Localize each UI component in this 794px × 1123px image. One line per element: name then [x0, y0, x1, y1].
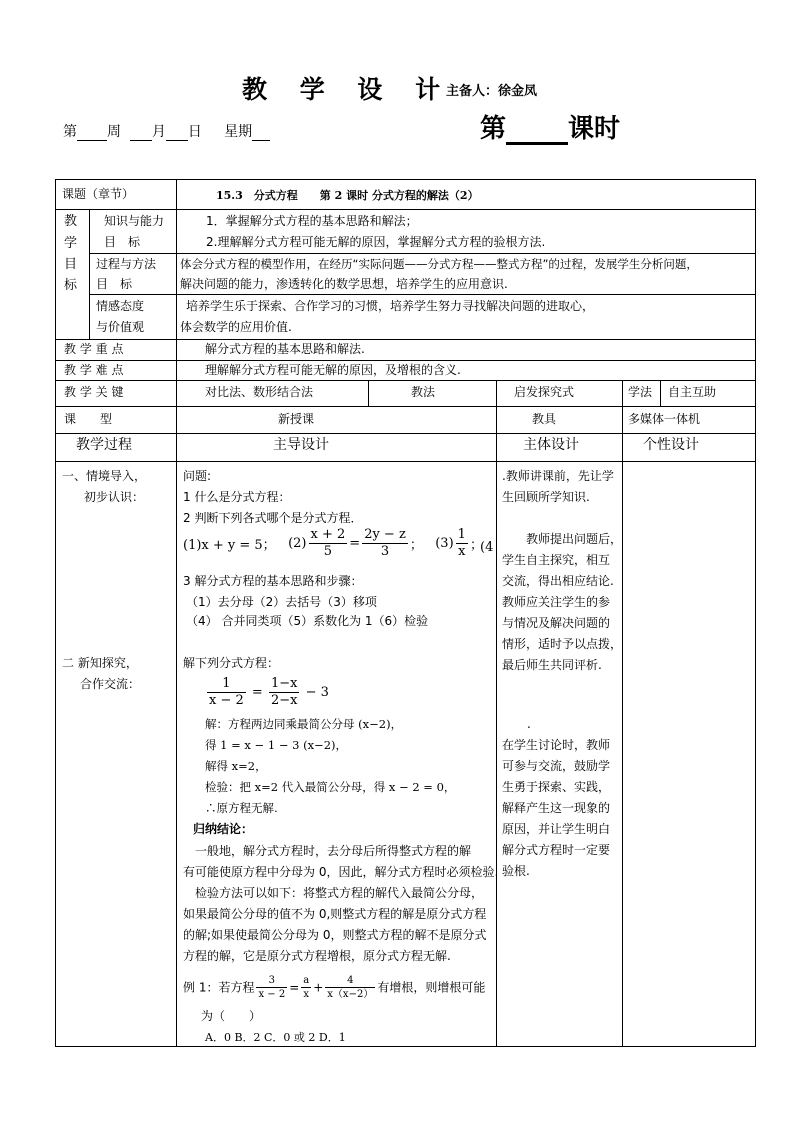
key-label: 教 学 重 点 [64, 342, 124, 356]
goals-label-3: 目 [64, 257, 78, 272]
subject-line-8: 情形，适时予以点拨， [502, 637, 623, 651]
row-divider [55, 461, 756, 462]
col-header-lead: 主导设计 [273, 437, 329, 453]
solution-line-2: 得 1 = x − 1 − 3 (x−2)， [205, 738, 347, 752]
col-divider [622, 380, 623, 1047]
knowledge-label: 知识与能力 [104, 214, 165, 228]
date-weekday: 星期 [224, 124, 253, 140]
example-rest: − 3 [305, 685, 329, 700]
subject-line-2: 生回顾所学知识. [502, 490, 590, 504]
emotion-line-1: 培养学生乐于探索、合作学习的习惯，培养学生努力寻找解决问题的进取心， [186, 299, 595, 313]
subject-line-6: 教师应关注学生的参 [502, 595, 611, 609]
knowledge-label-2: 目 标 [104, 235, 141, 249]
emotion-label: 情感态度 [96, 299, 145, 313]
example-1-denominator-2: x [301, 987, 311, 1001]
row-divider [55, 360, 756, 361]
steps-line-1: （1）去分母（2）去括号（3）移项 [186, 595, 377, 609]
example-1-suffix: 有增根，则增根可能 [377, 980, 486, 995]
row-divider [89, 253, 756, 254]
emotion-label-2: 与价值观 [96, 320, 145, 334]
equation-3-label: (3) [435, 536, 454, 551]
aids-value: 多媒体一体机 [628, 412, 701, 426]
conclusion-title: 归纳结论： [193, 822, 254, 836]
date-zhou: 周 [107, 124, 121, 140]
row-divider [55, 339, 756, 340]
col-divider [176, 179, 177, 1047]
subject-line-4: 学生自主探究，相互 [502, 553, 611, 567]
row-divider [55, 380, 756, 381]
row-divider [55, 406, 756, 407]
emotion-line-2: 体会数学的应用价值. [180, 320, 292, 334]
row-divider [55, 209, 756, 210]
aids-label: 教具 [532, 412, 557, 426]
equation-3-denominator: x [456, 543, 468, 560]
subject-line-11: 在学生讨论时，教师 [502, 738, 611, 752]
question-2: 2 判断下列各式哪个是分式方程． [183, 511, 363, 525]
difficulty-value: 理解解分式方程可能无解的原因，及增根的含义. [205, 363, 461, 377]
stage-2-line-1: 二 新知探究， [62, 656, 138, 670]
steps-line-2: （4） 合并同类项（5）系数化为 1（6）检验 [186, 614, 429, 628]
date-line [63, 121, 270, 141]
solution-line-3: 解得 x=2， [205, 759, 267, 773]
col-divider [660, 380, 661, 406]
example-equation [205, 676, 329, 709]
equation-3-numerator: 1 [457, 527, 466, 542]
stage-1-line-2: 初步认识： [84, 490, 145, 504]
subject-line-3: 教师提出问题后， [502, 532, 623, 546]
conclusion-line-1: 一般地，解分式方程时，去分母后所得整式方程的解 [183, 844, 472, 858]
lesson-type-value: 新授课 [278, 412, 315, 426]
example-denominator-1: x − 2 [209, 693, 244, 708]
goals-label-2: 学 [64, 236, 78, 251]
crux-value: 对比法、数形结合法 [205, 385, 314, 399]
topic-label: 课题（章节） [62, 187, 135, 201]
equation-2-label: (2) [288, 536, 307, 551]
example-1-denominator-3: x（x−2） [327, 989, 374, 1000]
equation-2-numerator-2: 2y − z [364, 527, 406, 542]
subject-line-5: 交流，得出相应结论. [502, 574, 614, 588]
period-prefix: 第 [480, 114, 507, 144]
equation-2-end: ； [409, 538, 423, 553]
example-denominator-2: 2−x [270, 693, 298, 708]
example-numerator-1: 1 [222, 676, 231, 691]
teach-method-value: 启发探究式 [514, 385, 575, 399]
document-title: 教 学 设 计 [242, 75, 453, 104]
knowledge-line-2: 2.理解解分式方程可能无解的原因，掌握解分式方程的验根方法. [206, 235, 546, 249]
equation-3-end: ； [469, 538, 483, 553]
row-divider [89, 294, 756, 295]
col-header-process: 教学过程 [76, 437, 132, 453]
goals-label-1: 教 [64, 214, 78, 229]
equals-sign: = [349, 536, 361, 551]
equation-4-label: (4 [480, 540, 494, 555]
solve-title: 解下列分式方程： [183, 656, 280, 670]
col-header-subject: 主体设计 [523, 437, 579, 453]
subject-line-1: .教师讲课前，先让学 [502, 469, 614, 483]
key-value: 解分式方程的基本思路和解法. [205, 342, 365, 356]
subject-line-12: 可参与交流，鼓励学 [502, 759, 611, 773]
teach-method-label: 教法 [411, 385, 436, 399]
equation-1: (1)x + y = 5； [183, 538, 276, 553]
solution-line-1: 解：方程两边同乘最简公分母 (x−2)， [205, 717, 403, 731]
subject-line-14: 解释产生这一现象的 [502, 801, 611, 815]
conclusion-line-6: 方程的解，它是原分式方程增根，原分式方程无解. [183, 949, 451, 963]
period-suffix: 课时 [568, 114, 621, 144]
equation-2-numerator: x + 2 [310, 527, 346, 542]
col-divider [89, 209, 90, 339]
preparer-label: 主备人：徐金凤 [446, 84, 538, 99]
process-label: 过程与方法 [96, 257, 157, 271]
conclusion-line-5: 的解;如果使最简公分母为 0，则整式方程的解不是原分式 [183, 928, 487, 942]
subject-line-7: 与情况及解决问题的 [502, 616, 611, 630]
subject-line-13: 生勇于探索、实践， [502, 780, 611, 794]
conclusion-line-4: 如果最简公分母的值不为 0,则整式方程的解是原分式方程 [183, 907, 487, 921]
example-1-options: A．0 B．2 C．0 或 2 D．1 [205, 1031, 346, 1044]
example-1-line [183, 972, 485, 1003]
judge-equations [183, 527, 483, 560]
subject-line-10: . [527, 717, 531, 731]
question-3: 3 解分式方程的基本思路和步骤： [183, 574, 363, 588]
example-1-numerator-1: 3 [268, 975, 276, 986]
stage-1-line-1: 一、情境导入， [62, 469, 147, 483]
topic-value: 15.3 分式方程 第 2 课时 分式方程的解法（2） [216, 189, 479, 202]
conclusion-line-2: 有可能使原方程中分母为 0，因此，解分式方程时必须检验. [183, 865, 499, 879]
equation-2-denominator: 5 [309, 543, 348, 560]
example-1-numerator-3: 4 [347, 975, 354, 986]
subject-line-9: 最后师生共同评析. [502, 658, 602, 672]
example-1-denominator-1: x − 2 [258, 989, 286, 1000]
subject-line-15: 原因，并让学生明白 [502, 822, 611, 836]
learn-method-label: 学法 [628, 385, 653, 399]
example-1-prefix: 例 1：若方程 [183, 980, 255, 995]
example-equals: = [251, 685, 263, 700]
knowledge-line-1: 1．掌握解分式方程的基本思路和解法； [206, 214, 418, 228]
lesson-type-label: 课 型 [64, 412, 113, 426]
date-ri: 日 [187, 124, 202, 140]
process-label-2: 目 标 [96, 277, 133, 291]
process-line-1: 体会分式方程的模型作用，在经历“实际问题——分式方程——整式方程”的过程，发展学生分析问题， [180, 257, 698, 271]
subject-line-17: 验根. [502, 864, 530, 878]
solution-line-5: ∴原方程无解. [205, 801, 278, 815]
col-divider [496, 380, 497, 1047]
example-1-line-2: 为（ ） [201, 1009, 262, 1023]
question-1: 1 什么是分式方程： [183, 490, 291, 504]
example-1-plus: + [313, 980, 324, 995]
example-numerator-2: 1−x [270, 676, 298, 691]
process-line-2: 解决问题的能力，渗透转化的数学思想，培养学生的应用意识. [180, 277, 508, 291]
learn-method-value: 自主互助 [668, 385, 717, 399]
goals-label-4: 标 [64, 278, 78, 293]
question-title: 问题: [183, 469, 212, 483]
col-divider [368, 380, 369, 406]
row-divider [55, 433, 756, 434]
conclusion-line-3: 检验方法可以如下：将整式方程的解代入最简公分母， [183, 886, 484, 900]
crux-label: 教 学 关 键 [64, 385, 124, 399]
example-1-equals: = [289, 980, 300, 995]
subject-line-16: 解分式方程时一定要 [502, 843, 611, 857]
difficulty-label: 教 学 难 点 [64, 363, 124, 377]
solution-line-4: 检验：把 x=2 代入最简公分母，得 x − 2 = 0， [205, 780, 456, 794]
period-line [480, 108, 620, 145]
date-yue: 月 [151, 124, 166, 140]
stage-2-line-2: 合作交流： [80, 677, 141, 691]
example-1-numerator-2: a [303, 975, 310, 986]
col-header-personal: 个性设计 [643, 437, 699, 453]
date-di: 第 [63, 124, 77, 140]
equation-2-denominator-2: 3 [362, 543, 408, 560]
